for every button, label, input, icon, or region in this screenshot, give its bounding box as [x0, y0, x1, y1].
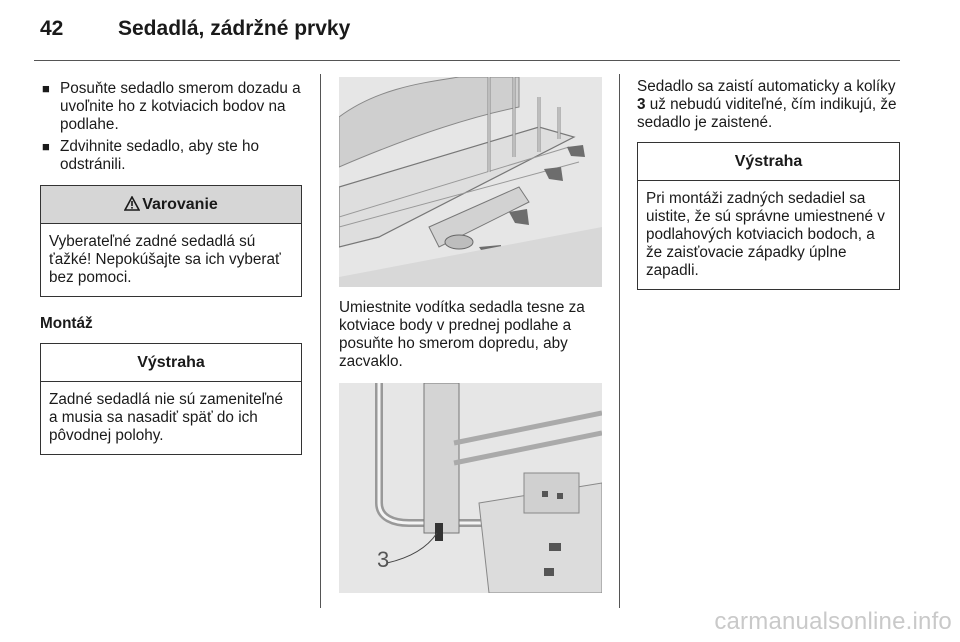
page-number: 42	[40, 17, 64, 40]
column-divider-left	[320, 74, 321, 608]
warning-title: Varovanie	[142, 196, 218, 213]
seat-anchor-drawing	[339, 77, 602, 287]
caution-text: Zadné sedadlá nie sú zameniteľné a musia sa nasadiť späť do ich pôvodnej polohy.	[49, 391, 284, 444]
header-rule	[34, 60, 900, 61]
caution-box-right	[637, 142, 900, 290]
bullet-square-icon: ■	[42, 139, 50, 154]
left-column	[40, 80, 302, 455]
callout-number: 3	[637, 96, 646, 113]
watermark: carmanualsonline.info	[714, 608, 952, 635]
seat-lock-illustration	[339, 383, 602, 593]
warning-triangle-icon	[124, 196, 140, 211]
page-title: Sedadlá, zádržné prvky	[118, 17, 351, 40]
figure-label-3: 3	[377, 547, 390, 572]
caution-box-header: Výstraha	[41, 344, 301, 382]
warning-box	[40, 185, 302, 297]
caution-text: Pri montáži zadných sedadiel sa uistite, že sú správne umiestnené v podlahových kotviacich bodoch, a že zaisťovacie západky úplne zapadli.	[646, 190, 885, 279]
lock-description: Sedadlo sa zaistí automaticky a kolíky 3 už nebudú viditeľné, čím indikujú, že sedadlo je zaistené.	[637, 78, 897, 131]
middle-column	[339, 77, 602, 593]
bullet-item: ■ Zdvihnite sedadlo, aby ste ho odstránili.	[42, 138, 259, 173]
bullet-square-icon: ■	[42, 81, 50, 96]
seat-rail-illustration	[339, 77, 602, 287]
right-column	[637, 78, 900, 290]
seat-pin-drawing	[339, 383, 602, 593]
caution-box-header: Výstraha	[638, 143, 899, 181]
section-title: Montáž	[40, 315, 93, 332]
caution-box	[40, 343, 302, 455]
column-divider-right	[619, 74, 620, 608]
bullet-item: ■ Posuňte sedadlo smerom dozadu a uvoľnite ho z kotviacich bodov na podlahe.	[42, 80, 301, 133]
figure-caption: Umiestnite vodítka sedadla tesne za kotviace body v prednej podlahe a posuňte ho smerom dopredu, aby zacvaklo.	[339, 299, 585, 370]
warning-box-header	[41, 186, 301, 224]
warning-text: Vyberateľné zadné sedadlá sú ťažké! Nepokúšajte sa ich vyberať bez pomoci.	[49, 233, 281, 286]
